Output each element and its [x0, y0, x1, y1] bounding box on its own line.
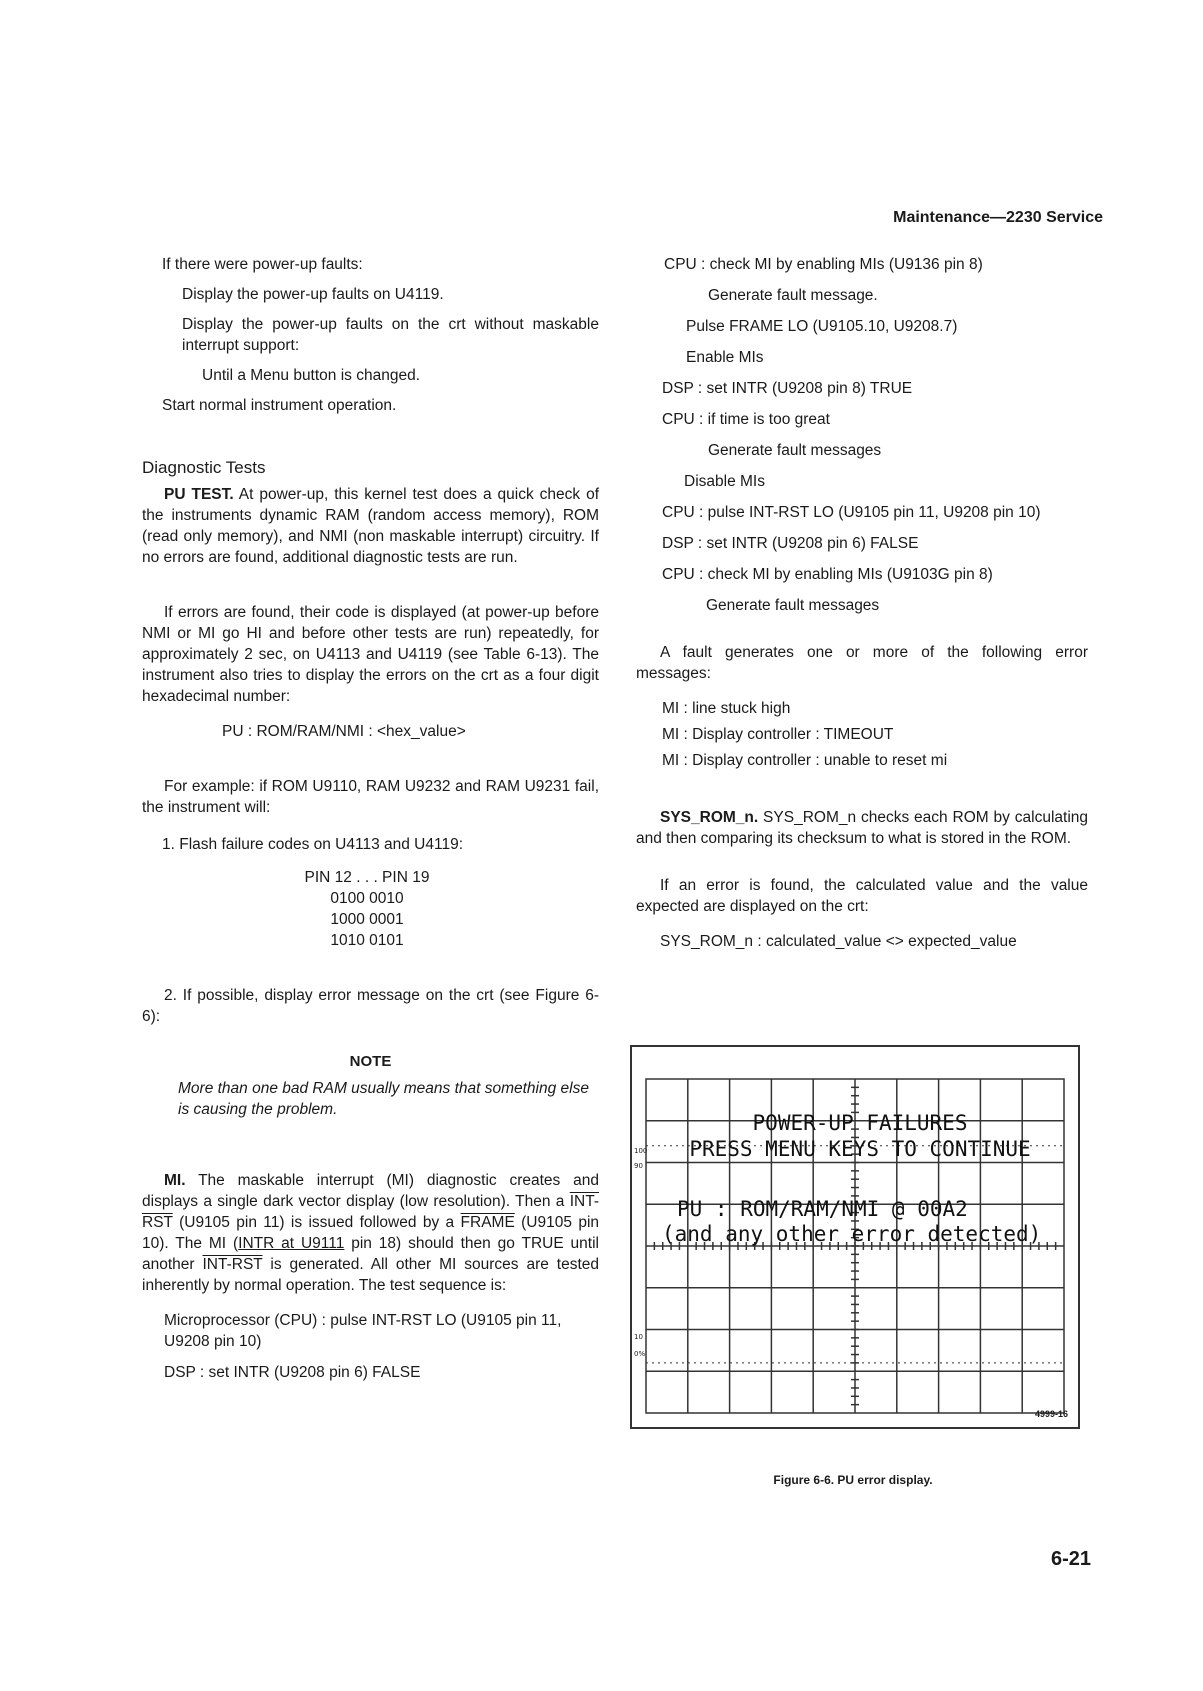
frame-signal: FRAME	[460, 1214, 515, 1231]
seq-line: DSP : set INTR (U9208 pin 6) FALSE	[662, 535, 919, 552]
crt-screen	[632, 1047, 1078, 1427]
scale-label-100: 100	[634, 1147, 648, 1155]
code-line: 1000 0001	[330, 911, 404, 928]
paragraph-start-normal: Start normal instrument operation.	[162, 397, 397, 414]
scale-label-10: 10	[634, 1333, 643, 1341]
error-message: MI : Display controller : TIMEOUT	[662, 726, 894, 743]
seq-line: Disable MIs	[684, 473, 765, 490]
figure-caption: Figure 6-6. PU error display.	[773, 1473, 933, 1487]
pu-test-text: At power-up, this kernel test does a quick check of the instruments dynamic RAM (random access memory), ROM (read only memory), and NMI (non maskable interrupt) circuitry. If no errors are found, additional diagnostic tests are run.	[142, 486, 599, 566]
note-text: More than one bad RAM usually means that something else is causing the problem.	[178, 1080, 589, 1118]
seq-line: CPU : pulse INT-RST LO (U9105 pin 11, U9208 pin 10)	[662, 504, 1041, 521]
mi-text-part: pin 18) should then go TRUE until another	[142, 1235, 599, 1273]
mi-text-part: (U9105 pin 10). The MI (	[142, 1214, 600, 1252]
crt-line-3: PU : ROM/RAM/NMI @ 00A2	[677, 1197, 968, 1221]
seq-line: Generate fault messages	[706, 597, 880, 614]
seq-line: CPU : check MI by enabling MIs (U9136 pin 8)	[664, 256, 983, 273]
seq-line: Enable MIs	[686, 349, 764, 366]
step-2: 2. If possible, display error message on the crt (see Figure 6-6):	[142, 987, 599, 1025]
intr-u9111: INTR at U9111	[238, 1235, 345, 1252]
crt-line-4: (and any other error detected)	[662, 1222, 1042, 1246]
paragraph-until-menu: Until a Menu button is changed.	[202, 367, 420, 384]
page-number: 6-21	[1050, 1548, 1091, 1570]
code-line: 0100 0010	[330, 890, 404, 907]
step-1: 1. Flash failure codes on U4113 and U4119:	[162, 836, 464, 853]
right-column	[636, 254, 1088, 952]
paragraph-mi	[142, 1170, 599, 1296]
sequence-1: Microprocessor (CPU) : pulse INT-RST LO (U9105 pin 11, U9208 pin 10)	[164, 1312, 562, 1350]
code-line: PIN 12 . . . PIN 19	[304, 869, 430, 886]
failure-codes	[292, 867, 442, 951]
paragraph-display-crt: Display the power-up faults on the crt without maskable interrupt support:	[182, 316, 599, 354]
error-message: MI : Display controller : unable to reset mi	[662, 752, 948, 769]
mi-text-part: (U9105 pin 11) is issued followed by a	[172, 1214, 461, 1231]
crt-line-2: PRESS MENU KEYS TO CONTINUE	[689, 1137, 1031, 1161]
crt-line-1: POWER-UP FAILURES	[752, 1111, 968, 1135]
mi-text-part: The maskable interrupt (MI) diagnostic creates and displays a single dark vector display (low resolution). Then a	[142, 1172, 599, 1210]
paragraph-display-faults: Display the power-up faults on U4119.	[182, 286, 444, 303]
sysrom-label: SYS_ROM_n.	[660, 809, 759, 826]
paragraph-sysrom-error: If an error is found, the calculated value and the value expected are displayed on the crt:	[636, 877, 1088, 915]
paragraph-pu-test	[142, 484, 599, 568]
seq-line: CPU : if time is too great	[662, 411, 830, 428]
int-rst-signal: INT-RST	[202, 1256, 263, 1273]
seq-line: DSP : set INTR (U9208 pin 8) TRUE	[662, 380, 913, 397]
sysrom-text: SYS_ROM_n checks each ROM by calculating and then comparing its checksum to what is stored in the ROM.	[636, 809, 1088, 847]
seq-line: CPU : check MI by enabling MIs (U9103G pin 8)	[662, 566, 993, 583]
code-line: 1010 0101	[330, 932, 404, 949]
figure-id: 4999-16	[1034, 1409, 1068, 1419]
sysrom-format-line: SYS_ROM_n : calculated_value <> expected_value	[660, 933, 1017, 950]
mi-label: MI.	[164, 1172, 186, 1189]
paragraph-example: For example: if ROM U9110, RAM U9232 and RAM U9231 fail, the instrument will:	[142, 778, 599, 816]
page-header: Maintenance—2230 Service	[893, 209, 1103, 226]
sequence-2: DSP : set INTR (U9208 pin 6) FALSE	[164, 1364, 421, 1381]
figure-crt-display	[630, 1045, 1080, 1429]
pu-format-line: PU : ROM/RAM/NMI : <hex_value>	[222, 723, 466, 740]
section-title: Diagnostic Tests	[142, 458, 266, 477]
paragraph-fault-intro: A fault generates one or more of the following error messages:	[636, 644, 1088, 682]
seq-line: Generate fault messages	[708, 442, 882, 459]
mi-text-part: is generated. All other MI sources are tested inherently by normal operation. The test sequence is:	[142, 1256, 599, 1294]
seq-line: Generate fault message.	[708, 287, 878, 304]
scale-label-0: 0%	[634, 1350, 646, 1358]
note-title: NOTE	[349, 1053, 392, 1070]
paragraph-errors: If errors are found, their code is displayed (at power-up before NMI or MI go HI and before other tests are run) repeatedly, for approximately 2 sec, on U4113 and U4119 (see Table 6-13). The instrument also tries to display the errors on the crt as a four digit hexadecimal number:	[142, 604, 599, 705]
error-message: MI : line stuck high	[662, 700, 791, 717]
int-rst-signal: INT-RST	[142, 1193, 599, 1231]
scale-label-90: 90	[634, 1162, 643, 1170]
seq-line: Pulse FRAME LO (U9105.10, U9208.7)	[686, 318, 958, 335]
left-column	[142, 254, 599, 1383]
paragraph-faults: If there were power-up faults:	[162, 256, 363, 273]
paragraph-sysrom	[636, 807, 1088, 849]
pu-test-label: PU TEST.	[164, 486, 234, 503]
